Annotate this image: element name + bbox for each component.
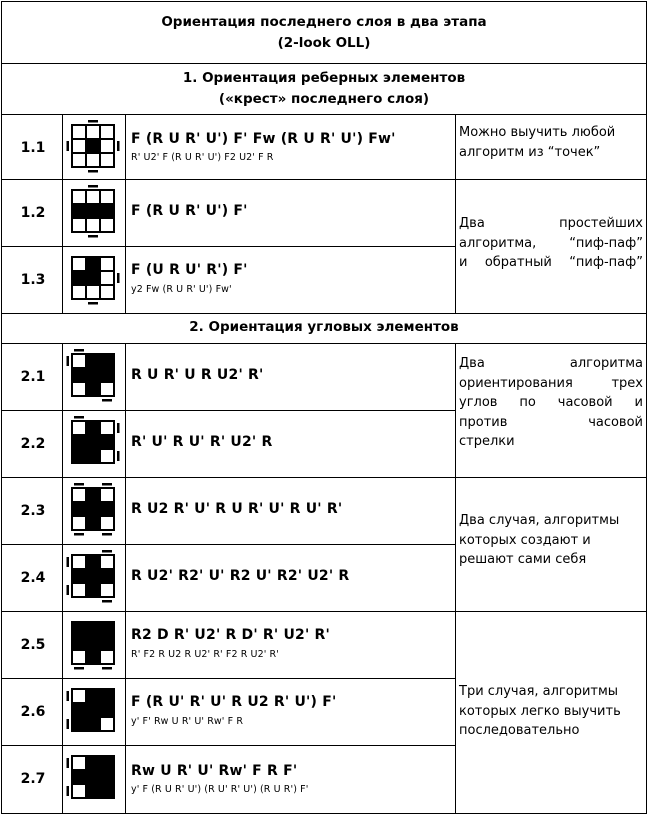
table-divider [1, 179, 647, 180]
pattern-cell [86, 636, 100, 650]
pattern-cell [72, 502, 86, 516]
column-divider [62, 114, 63, 313]
pattern-cell [72, 153, 86, 167]
note-line: стрелки [459, 434, 515, 449]
pattern-edge-mark [117, 141, 120, 151]
pattern-cell [72, 218, 86, 232]
case-number: 2.4 [20, 570, 46, 586]
pattern-cell [100, 204, 114, 218]
pattern-cell [100, 285, 114, 299]
oll-pattern-icon [63, 187, 124, 237]
pattern-edge-mark [117, 423, 120, 433]
pattern-edge-mark [102, 600, 112, 603]
pattern-cell [100, 583, 114, 597]
pattern-cell [100, 756, 114, 770]
note-line: Два простейших [459, 216, 643, 231]
oll-pattern-icon [63, 619, 124, 669]
pattern-cell [72, 516, 86, 530]
table-divider [1, 114, 647, 115]
pattern-cell [100, 555, 114, 569]
pattern-cell [100, 650, 114, 664]
table-divider [1, 745, 456, 746]
case-number: 1.2 [20, 205, 46, 221]
pattern-edge-mark [88, 120, 98, 123]
pattern-cell [86, 449, 100, 463]
note-line: и обратный “пиф-паф” [459, 255, 643, 270]
note-dots [459, 123, 643, 162]
note-line: против часовой [459, 414, 643, 430]
pattern-edge-mark [74, 667, 84, 670]
table-divider [1, 410, 456, 411]
case-algorithm: F (R U R' U') F' [131, 203, 248, 219]
case-number: 1.3 [20, 272, 46, 288]
oll-pattern-icon [63, 254, 124, 304]
pattern-cell [100, 139, 114, 153]
note-line: которых создают и [459, 532, 591, 548]
note-line: Два алгоритма [459, 356, 643, 371]
section-1-title: 1. Ориентация реберных элементов [182, 70, 466, 86]
case-algorithm: Rw U R' U' Rw' F R F' [131, 763, 298, 779]
pattern-cell [86, 784, 100, 798]
table-title: Ориентация последнего слоя в два этапа [161, 14, 487, 30]
column-divider [62, 343, 63, 814]
note-line: Можно выучить любой [459, 125, 616, 140]
table-subtitle: (2-look OLL) [277, 35, 371, 51]
pattern-cell [86, 622, 100, 636]
oll-pattern-icon [63, 485, 124, 535]
pattern-edge-mark [67, 356, 70, 366]
oll-pattern-icon [63, 122, 124, 172]
pattern-edge-mark [74, 349, 84, 352]
pattern-cell [100, 569, 114, 583]
note-line: решают сами себя [459, 552, 587, 567]
pattern-cell [86, 488, 100, 502]
pattern-cell [100, 421, 114, 435]
pattern-edge-mark [88, 185, 98, 188]
pattern-cell [100, 368, 114, 382]
pattern-cell [100, 354, 114, 368]
pattern-cell [86, 583, 100, 597]
pattern-cell [86, 204, 100, 218]
pattern-cell [100, 435, 114, 449]
pattern-cell [72, 285, 86, 299]
pattern-edge-mark [67, 786, 70, 796]
pattern-edge-mark [67, 758, 70, 768]
case-number: 2.3 [20, 503, 46, 519]
pattern-cell [100, 770, 114, 784]
column-divider [455, 114, 456, 313]
case-number: 2.5 [20, 637, 46, 653]
case-number: 2.1 [20, 369, 46, 385]
pattern-cell [72, 257, 86, 271]
pattern-edge-mark [102, 399, 112, 402]
section-1-subtitle: («крест» последнего слоя) [218, 91, 430, 107]
table-divider [1, 477, 647, 478]
pattern-edge-mark [102, 550, 112, 553]
table-divider [1, 678, 456, 679]
pattern-cell [86, 139, 100, 153]
case-algorithm: R' U' R U' R' U2' R [131, 434, 273, 450]
note-line: углов по часовой и [459, 395, 643, 410]
pattern-cell [72, 622, 86, 636]
pattern-cell [86, 153, 100, 167]
pattern-cell [72, 569, 86, 583]
pattern-cell [100, 218, 114, 232]
pattern-edge-mark [102, 533, 112, 536]
table-divider [1, 313, 647, 314]
case-algorithm: F (R U R' U') F' Fw (R U R' U') Fw' [131, 131, 396, 147]
pattern-cell [72, 555, 86, 569]
pattern-cell [100, 622, 114, 636]
pattern-edge-mark [102, 667, 112, 670]
pattern-cell [100, 271, 114, 285]
pattern-cell [86, 555, 100, 569]
table-border [1, 813, 647, 814]
pattern-edge-mark [74, 416, 84, 419]
pattern-edge-mark [67, 557, 70, 567]
case-alt-algorithm: y' F' Rw U R' U' Rw' F R [131, 716, 244, 727]
case-algorithm: R U2 R' U' R U R' U' R U' R' [131, 501, 343, 517]
note-sexy-move [459, 214, 643, 273]
pattern-cell [100, 449, 114, 463]
case-algorithm: R U R' U R U2' R' [131, 367, 264, 383]
case-number: 2.6 [20, 704, 46, 720]
note-corner-rotation [459, 354, 643, 452]
pattern-cell [86, 650, 100, 664]
pattern-cell [86, 502, 100, 516]
pattern-cell [86, 756, 100, 770]
pattern-cell [72, 204, 86, 218]
pattern-edge-mark [102, 483, 112, 486]
section-2-title: 2. Ориентация угловых элементов [189, 319, 459, 335]
pattern-cell [100, 257, 114, 271]
pattern-cell [72, 636, 86, 650]
pattern-cell [86, 218, 100, 232]
pattern-edge-mark [74, 533, 84, 536]
pattern-cell [72, 139, 86, 153]
pattern-edge-mark [117, 451, 120, 461]
table-divider [1, 544, 456, 545]
pattern-edge-mark [67, 141, 70, 151]
note-line: Три случая, алгоритмы [459, 684, 619, 699]
table-divider [1, 343, 647, 344]
note-line: алгоритма, “пиф-паф” [459, 235, 643, 251]
pattern-cell [72, 703, 86, 717]
pattern-cell [72, 717, 86, 731]
pattern-cell [100, 516, 114, 530]
table-divider [1, 611, 647, 612]
pattern-cell [86, 703, 100, 717]
pattern-cell [100, 717, 114, 731]
pattern-cell [100, 382, 114, 396]
pattern-cell [86, 569, 100, 583]
column-divider [125, 343, 126, 814]
pattern-cell [86, 770, 100, 784]
pattern-edge-mark [88, 302, 98, 305]
pattern-edge-mark [67, 691, 70, 701]
note-line: Два случая, алгоритмы [459, 513, 620, 528]
pattern-cell [86, 435, 100, 449]
oll-pattern-icon [63, 351, 124, 401]
pattern-cell [86, 257, 100, 271]
pattern-cell [72, 125, 86, 139]
pattern-cell [72, 583, 86, 597]
pattern-cell [86, 516, 100, 530]
pattern-cell [100, 703, 114, 717]
pattern-cell [100, 488, 114, 502]
note-self-solving [459, 511, 643, 570]
pattern-cell [72, 449, 86, 463]
case-alt-algorithm: y2 Fw (R U R' U') Fw' [131, 284, 232, 295]
case-number: 2.7 [20, 771, 46, 787]
pattern-cell [72, 421, 86, 435]
case-alt-algorithm: R' F2 R U2 R U2' R' F2 R U2' R' [131, 649, 279, 660]
pattern-cell [100, 190, 114, 204]
pattern-cell [72, 271, 86, 285]
pattern-cell [72, 354, 86, 368]
pattern-edge-mark [67, 585, 70, 595]
pattern-cell [86, 285, 100, 299]
table-divider [1, 246, 456, 247]
table-divider [1, 63, 647, 64]
note-line: алгоритм из “точек” [459, 144, 601, 160]
pattern-cell [86, 190, 100, 204]
case-algorithm: F (U R U' R') F' [131, 262, 248, 278]
pattern-cell [86, 368, 100, 382]
pattern-cell [86, 125, 100, 139]
pattern-cell [72, 190, 86, 204]
pattern-edge-mark [88, 170, 98, 173]
table-border [1, 1, 647, 2]
table-border [646, 1, 647, 814]
pattern-cell [72, 689, 86, 703]
pattern-cell [72, 488, 86, 502]
case-alt-algorithm: R' U2' F (R U R' U') F2 U2' F R [131, 152, 274, 163]
pattern-cell [86, 382, 100, 396]
pattern-cell [72, 650, 86, 664]
case-algorithm: F (R U' R' U' R U2 R' U') F' [131, 694, 337, 710]
case-algorithm: R U2' R2' U' R2 U' R2' U2' R [131, 568, 350, 584]
note-sequential [459, 682, 643, 741]
pattern-cell [100, 153, 114, 167]
oll-pattern-icon [63, 552, 124, 602]
case-number: 2.2 [20, 436, 46, 452]
note-line: ориентирования трех [459, 375, 643, 391]
pattern-cell [100, 125, 114, 139]
pattern-edge-mark [67, 719, 70, 729]
pattern-cell [72, 756, 86, 770]
pattern-cell [86, 421, 100, 435]
oll-pattern-icon [63, 418, 124, 468]
table-border [1, 1, 2, 814]
case-number: 1.1 [20, 140, 46, 156]
pattern-edge-mark [88, 235, 98, 238]
pattern-cell [100, 502, 114, 516]
case-algorithm: R2 D R' U2' R D' R' U2' R' [131, 627, 331, 643]
pattern-cell [100, 689, 114, 703]
note-line: последовательно [459, 723, 580, 738]
pattern-edge-mark [74, 483, 84, 486]
pattern-cell [72, 770, 86, 784]
pattern-cell [100, 784, 114, 798]
column-divider [125, 114, 126, 313]
pattern-cell [86, 717, 100, 731]
pattern-cell [86, 354, 100, 368]
pattern-edge-mark [117, 273, 120, 283]
pattern-cell [86, 689, 100, 703]
pattern-cell [86, 271, 100, 285]
pattern-cell [100, 636, 114, 650]
note-line: которых легко выучить [459, 703, 621, 719]
pattern-cell [72, 368, 86, 382]
pattern-cell [72, 382, 86, 396]
pattern-cell [72, 784, 86, 798]
oll-pattern-icon [63, 686, 124, 736]
case-alt-algorithm: y' F (R U R' U') (R U' R' U') (R U R') F' [131, 784, 309, 795]
oll-pattern-icon [63, 753, 124, 803]
column-divider [455, 343, 456, 814]
pattern-cell [72, 435, 86, 449]
